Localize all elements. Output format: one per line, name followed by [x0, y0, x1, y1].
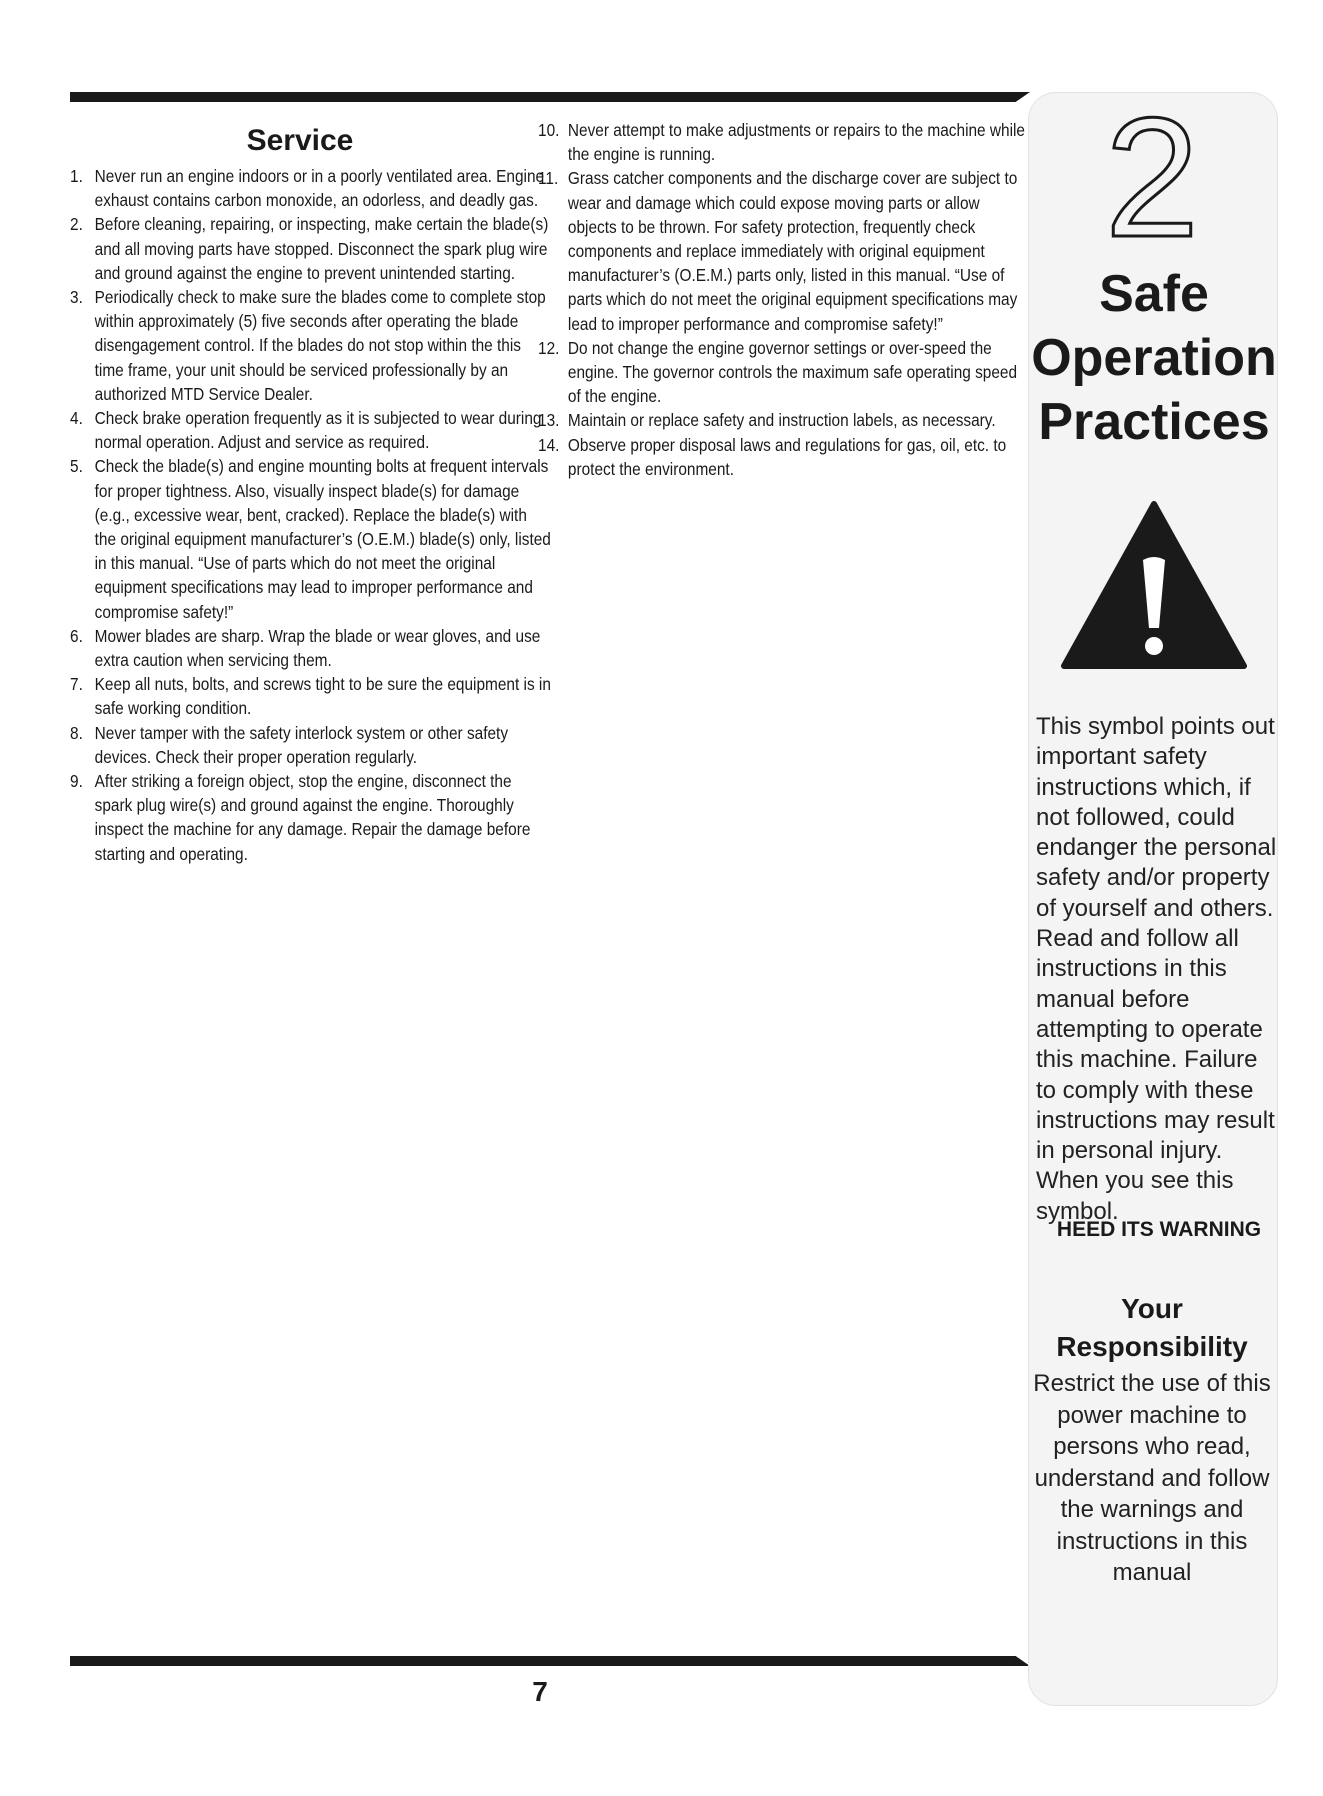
chapter-number: [1028, 108, 1276, 248]
chapter-number-text: 2: [1104, 108, 1200, 248]
service-item-text: Observe proper disposal laws and regulations for gas, oil, etc. to protect the environment.: [567, 434, 1007, 479]
service-item: [70, 285, 552, 406]
responsibility-title: [1028, 1290, 1276, 1366]
service-item-number: 13.: [538, 410, 560, 431]
sidebar-title-line3: Practices: [1038, 393, 1270, 451]
service-item-number: 14.: [538, 434, 560, 455]
responsibility-title-line2: Responsibility: [1056, 1331, 1248, 1362]
warning-triangle-icon: [1060, 500, 1248, 670]
service-item: [70, 721, 552, 769]
service-item-text: Maintain or replace safety and instruction labels, as necessary.: [567, 410, 996, 431]
responsibility-title-line1: Your: [1121, 1293, 1183, 1324]
service-item-number: 10.: [538, 120, 560, 140]
top-rule: [70, 92, 1030, 102]
service-item-number: 4.: [70, 408, 83, 429]
service-item: [538, 433, 1025, 481]
service-item: [70, 672, 552, 720]
page-number: 7: [532, 1676, 548, 1707]
service-item: [70, 454, 552, 623]
service-item-text: Check the blade(s) and engine mounting bolts at frequent intervals for proper tightness. Also, visually inspect blade(s) for damage (e.g., excessive wear, bent, cracked). Replace the blade(s) with the original equipment manufacturer’s (O.E.M.) blade(s) only, listed in this manual. “Use of parts which do not meet the original equipment specifications may lead to improper performance and compromise safety!”: [94, 456, 551, 622]
service-item-text: Check brake operation frequently as it is subjected to wear during normal operation. Adjust and service as required.: [94, 408, 542, 453]
service-item-text: Keep all nuts, bolts, and screws tight to be sure the equipment is in safe working condition.: [94, 674, 551, 719]
service-item-number: 1.: [70, 166, 83, 186]
service-item-text: Never tamper with the safety interlock system or other safety devices. Check their proper operation regularly.: [94, 722, 509, 767]
service-item-number: 3.: [70, 287, 83, 308]
service-item-text: Never run an engine indoors or in a poorly ventilated area. Engine exhaust contains carbon monoxide, an odorless, and deadly gas.: [94, 166, 545, 211]
service-item-text: Do not change the engine governor settings or over-speed the engine. The governor controls the maximum safe operating speed of the engine.: [567, 337, 1018, 407]
service-item-text: After striking a foreign object, stop the engine, disconnect the spark plug wire(s) and ground against the engine. Thoroughly inspect the machine for any damage. Repair the damage before starting and operating.: [94, 771, 531, 864]
service-item: [70, 769, 552, 866]
service-item: [70, 212, 552, 285]
service-item-text: Never attempt to make adjustments or repairs to the machine while the engine is running.: [567, 120, 1025, 165]
service-item-text: Mower blades are sharp. Wrap the blade or wear gloves, and use extra caution when servicing them.: [94, 625, 541, 671]
sidebar-title-line1: Safe: [1099, 265, 1209, 323]
service-item-number: 11.: [538, 168, 559, 189]
service-item-number: 6.: [70, 625, 83, 646]
service-item-number: 12.: [538, 337, 560, 358]
service-item-number: 2.: [70, 214, 83, 235]
service-item-number: 8.: [70, 722, 83, 743]
service-item-text: Before cleaning, repairing, or inspecting, make certain the blade(s) and all moving parts have stopped. Disconnect the spark plug wire and ground against the engine to prevent unintended starting.: [94, 214, 549, 283]
service-item-text: Periodically check to make sure the blades come to complete stop within approximately (5) five seconds after operating the blade disengagement control. If the blades do not stop within the this time frame, your unit should be serviced professionally by an authorized MTD Service Dealer.: [94, 287, 546, 404]
service-item-text: Grass catcher components and the discharge cover are subject to wear and damage which could expose moving parts or allow objects to be thrown. For safety protection, frequently check components and replace immediately with original equipment manufacturer’s (O.E.M.) parts only, listed in this manual. “Use of parts which do not meet the original equipment specifications may lead to improper performance and compromise safety!”: [567, 168, 1018, 334]
service-item: [70, 624, 552, 672]
service-item: [538, 166, 1025, 335]
service-item: [538, 408, 1025, 432]
service-list-right: [538, 118, 1025, 481]
sidebar-title-line2: Operation: [1031, 329, 1277, 387]
service-item: [538, 118, 1025, 166]
service-item-number: 7.: [70, 674, 83, 695]
sidebar-title: [1020, 262, 1288, 454]
service-item-number: 9.: [70, 771, 83, 792]
service-item: [70, 164, 552, 212]
warning-symbol-text: This symbol points out important safety instructions which, if not followed, could endanger the personal safety and/or property of yourself and others. Read and follow all instructions in this manual before attempting to operate this machine. Failure to comply with these instructions may result in personal injury. When you see this symbol.: [1036, 713, 1277, 1225]
responsibility-text: Restrict the use of this power machine to persons who read, understand and follow the warnings and instructions in this manual: [1033, 1370, 1271, 1586]
service-item: [538, 336, 1025, 409]
heed-warning-label: HEED ITS WARNING: [1056, 1218, 1262, 1241]
service-item: [70, 406, 552, 454]
service-item-number: 5.: [70, 456, 83, 477]
service-column-right: [538, 118, 1025, 481]
bottom-rule: [70, 1656, 1030, 1666]
section-title: Service: [246, 124, 354, 157]
